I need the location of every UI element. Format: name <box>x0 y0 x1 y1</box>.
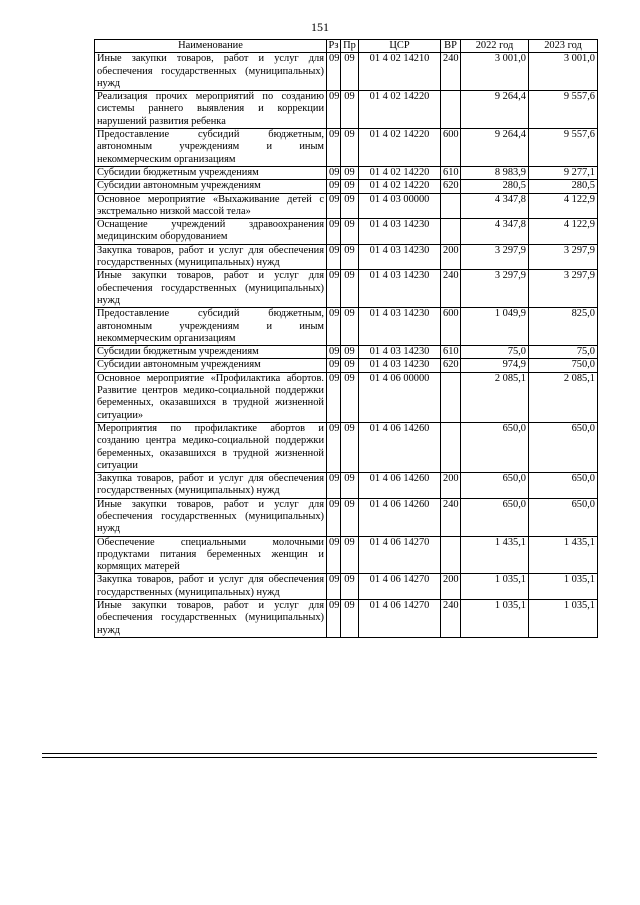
row-pr: 09 <box>341 359 359 372</box>
row-vr <box>441 422 461 472</box>
row-pr: 09 <box>341 270 359 308</box>
row-pr: 09 <box>341 473 359 499</box>
row-name: Оснащение учреждений здравоохранения медицинским оборудованием <box>95 219 327 245</box>
row-vr: 240 <box>441 270 461 308</box>
header-name: Наименование <box>95 40 327 53</box>
row-rz: 09 <box>327 600 341 638</box>
row-vr: 600 <box>441 129 461 167</box>
row-name: Предоставление субсидий бюджетным, автономным учреждениям и иным некоммерческим организациям <box>95 129 327 167</box>
row-vr: 200 <box>441 574 461 600</box>
row-amount-2022: 1 035,1 <box>461 600 529 638</box>
row-csr: 01 4 02 14210 <box>359 53 441 91</box>
row-vr <box>441 219 461 245</box>
row-vr: 610 <box>441 166 461 179</box>
row-amount-2022: 650,0 <box>461 422 529 472</box>
row-amount-2022: 2 085,1 <box>461 372 529 422</box>
row-amount-2023: 3 001,0 <box>529 53 598 91</box>
row-amount-2022: 974,9 <box>461 359 529 372</box>
row-csr: 01 4 03 14230 <box>359 308 441 346</box>
row-name: Реализация прочих мероприятий по созданию системы раннего выявления и коррекции нарушений развития ребенка <box>95 91 327 129</box>
budget-table <box>94 39 598 638</box>
row-vr: 240 <box>441 498 461 536</box>
row-amount-2022: 1 035,1 <box>461 574 529 600</box>
row-csr: 01 4 02 14220 <box>359 166 441 179</box>
row-vr: 240 <box>441 600 461 638</box>
row-pr: 09 <box>341 244 359 270</box>
table-header-row <box>95 40 598 53</box>
table-row <box>95 498 598 536</box>
row-name: Иные закупки товаров, работ и услуг для обеспечения государственных (муниципальных) нужд <box>95 498 327 536</box>
row-amount-2022: 280,5 <box>461 180 529 193</box>
row-amount-2022: 1 049,9 <box>461 308 529 346</box>
row-csr: 01 4 02 14220 <box>359 180 441 193</box>
row-amount-2023: 650,0 <box>529 422 598 472</box>
row-amount-2023: 9 557,6 <box>529 129 598 167</box>
table-row <box>95 600 598 638</box>
row-rz: 09 <box>327 574 341 600</box>
table-row <box>95 359 598 372</box>
row-rz: 09 <box>327 372 341 422</box>
header-pr: Пр <box>341 40 359 53</box>
row-csr: 01 4 03 14230 <box>359 270 441 308</box>
table-row <box>95 193 598 219</box>
row-pr: 09 <box>341 180 359 193</box>
table-row <box>95 91 598 129</box>
row-rz: 09 <box>327 473 341 499</box>
row-rz: 09 <box>327 346 341 359</box>
row-amount-2022: 3 297,9 <box>461 270 529 308</box>
row-name: Субсидии бюджетным учреждениям <box>95 346 327 359</box>
row-rz: 09 <box>327 536 341 574</box>
page-number: 151 <box>311 20 329 34</box>
row-amount-2022: 9 264,4 <box>461 129 529 167</box>
row-pr: 09 <box>341 219 359 245</box>
row-name: Предоставление субсидий бюджетным, автономным учреждениям и иным некоммерческим организациям <box>95 308 327 346</box>
row-amount-2023: 650,0 <box>529 498 598 536</box>
row-amount-2023: 650,0 <box>529 473 598 499</box>
row-amount-2023: 4 122,9 <box>529 193 598 219</box>
row-amount-2022: 75,0 <box>461 346 529 359</box>
row-vr: 610 <box>441 346 461 359</box>
header-2023: 2023 год <box>529 40 598 53</box>
row-name: Субсидии бюджетным учреждениям <box>95 166 327 179</box>
row-rz: 09 <box>327 270 341 308</box>
row-amount-2022: 3 297,9 <box>461 244 529 270</box>
row-rz: 09 <box>327 219 341 245</box>
row-rz: 09 <box>327 308 341 346</box>
table-row <box>95 244 598 270</box>
row-pr: 09 <box>341 536 359 574</box>
row-vr: 620 <box>441 180 461 193</box>
row-rz: 09 <box>327 53 341 91</box>
row-amount-2023: 4 122,9 <box>529 219 598 245</box>
row-csr: 01 4 06 14260 <box>359 498 441 536</box>
table-row <box>95 346 598 359</box>
row-name: Субсидии автономным учреждениям <box>95 359 327 372</box>
row-rz: 09 <box>327 180 341 193</box>
row-csr: 01 4 03 14230 <box>359 219 441 245</box>
row-pr: 09 <box>341 53 359 91</box>
row-amount-2022: 3 001,0 <box>461 53 529 91</box>
row-amount-2023: 9 277,1 <box>529 166 598 179</box>
row-amount-2022: 4 347,8 <box>461 219 529 245</box>
row-pr: 09 <box>341 346 359 359</box>
row-vr <box>441 372 461 422</box>
row-amount-2023: 1 435,1 <box>529 536 598 574</box>
row-vr <box>441 91 461 129</box>
row-amount-2023: 3 297,9 <box>529 270 598 308</box>
row-name: Иные закупки товаров, работ и услуг для обеспечения государственных (муниципальных) нужд <box>95 600 327 638</box>
row-amount-2023: 1 035,1 <box>529 600 598 638</box>
row-pr: 09 <box>341 574 359 600</box>
row-amount-2022: 650,0 <box>461 473 529 499</box>
row-pr: 09 <box>341 600 359 638</box>
row-rz: 09 <box>327 91 341 129</box>
row-pr: 09 <box>341 308 359 346</box>
row-name: Закупка товаров, работ и услуг для обеспечения государственных (муниципальных) нужд <box>95 473 327 499</box>
table-row <box>95 536 598 574</box>
row-rz: 09 <box>327 498 341 536</box>
row-csr: 01 4 03 14230 <box>359 346 441 359</box>
table-row <box>95 473 598 499</box>
row-name: Субсидии автономным учреждениям <box>95 180 327 193</box>
row-vr <box>441 193 461 219</box>
row-csr: 01 4 06 14260 <box>359 473 441 499</box>
row-pr: 09 <box>341 422 359 472</box>
row-rz: 09 <box>327 166 341 179</box>
row-name: Обеспечение специальными молочными продуктами питания беременных женщин и кормящих матерей <box>95 536 327 574</box>
row-csr: 01 4 02 14220 <box>359 129 441 167</box>
row-amount-2022: 650,0 <box>461 498 529 536</box>
row-vr: 600 <box>441 308 461 346</box>
header-vr: ВР <box>441 40 461 53</box>
header-rz: Рз <box>327 40 341 53</box>
row-pr: 09 <box>341 91 359 129</box>
row-csr: 01 4 06 00000 <box>359 372 441 422</box>
row-vr <box>441 536 461 574</box>
table-row <box>95 270 598 308</box>
table-row <box>95 422 598 472</box>
row-name: Закупка товаров, работ и услуг для обеспечения государственных (муниципальных) нужд <box>95 244 327 270</box>
row-csr: 01 4 02 14220 <box>359 91 441 129</box>
header-2022: 2022 год <box>461 40 529 53</box>
row-name: Мероприятия по профилактике абортов и созданию центра медико-социальной поддержки беременных, оказавшихся в трудной жизненной ситуации <box>95 422 327 472</box>
row-csr: 01 4 06 14270 <box>359 574 441 600</box>
row-vr: 200 <box>441 244 461 270</box>
row-vr: 200 <box>441 473 461 499</box>
row-csr: 01 4 03 14230 <box>359 244 441 270</box>
row-name: Основное мероприятие «Выхаживание детей с экстремально низкой массой тела» <box>95 193 327 219</box>
table-row <box>95 129 598 167</box>
row-amount-2023: 2 085,1 <box>529 372 598 422</box>
table-row <box>95 308 598 346</box>
row-vr: 240 <box>441 53 461 91</box>
row-amount-2023: 9 557,6 <box>529 91 598 129</box>
table-row <box>95 180 598 193</box>
row-name: Иные закупки товаров, работ и услуг для обеспечения государственных (муниципальных) нужд <box>95 270 327 308</box>
table-row <box>95 219 598 245</box>
row-name: Иные закупки товаров, работ и услуг для обеспечения государственных (муниципальных) нужд <box>95 53 327 91</box>
header-csr: ЦСР <box>359 40 441 53</box>
row-name: Закупка товаров, работ и услуг для обеспечения государственных (муниципальных) нужд <box>95 574 327 600</box>
row-csr: 01 4 06 14260 <box>359 422 441 472</box>
table-row <box>95 574 598 600</box>
row-pr: 09 <box>341 129 359 167</box>
row-amount-2023: 1 035,1 <box>529 574 598 600</box>
row-amount-2023: 75,0 <box>529 346 598 359</box>
row-amount-2023: 825,0 <box>529 308 598 346</box>
row-csr: 01 4 03 00000 <box>359 193 441 219</box>
row-amount-2022: 9 264,4 <box>461 91 529 129</box>
row-csr: 01 4 06 14270 <box>359 536 441 574</box>
row-amount-2022: 8 983,9 <box>461 166 529 179</box>
table-row <box>95 53 598 91</box>
footer-rule-bottom <box>42 757 597 758</box>
footer-rule-top <box>42 753 597 754</box>
table-body <box>95 53 598 638</box>
row-pr: 09 <box>341 498 359 536</box>
row-amount-2023: 750,0 <box>529 359 598 372</box>
row-vr: 620 <box>441 359 461 372</box>
row-rz: 09 <box>327 359 341 372</box>
row-pr: 09 <box>341 372 359 422</box>
row-pr: 09 <box>341 193 359 219</box>
row-amount-2022: 1 435,1 <box>461 536 529 574</box>
table-row <box>95 166 598 179</box>
row-rz: 09 <box>327 129 341 167</box>
row-amount-2023: 3 297,9 <box>529 244 598 270</box>
row-amount-2023: 280,5 <box>529 180 598 193</box>
row-rz: 09 <box>327 422 341 472</box>
row-amount-2022: 4 347,8 <box>461 193 529 219</box>
row-name: Основное мероприятие «Профилактика абортов. Развитие центров медико-социальной поддержки беременных, оказавшихся в трудной жизненной ситуации» <box>95 372 327 422</box>
row-rz: 09 <box>327 193 341 219</box>
row-rz: 09 <box>327 244 341 270</box>
row-csr: 01 4 06 14270 <box>359 600 441 638</box>
table-row <box>95 372 598 422</box>
row-csr: 01 4 03 14230 <box>359 359 441 372</box>
row-pr: 09 <box>341 166 359 179</box>
